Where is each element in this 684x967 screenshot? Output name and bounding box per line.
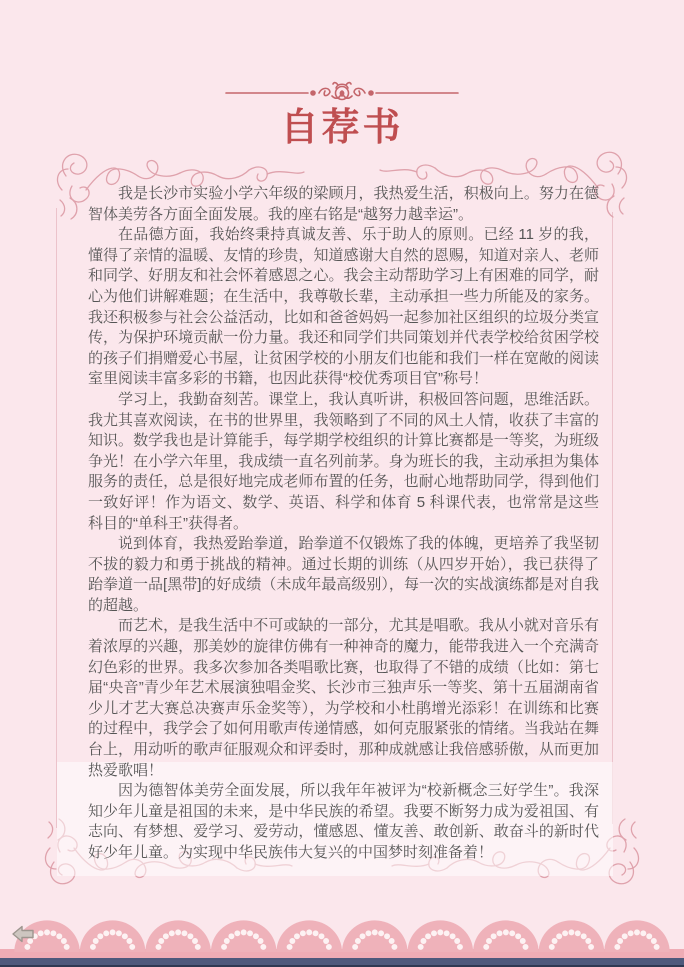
paragraph-morality: 在品德方面，我始终秉持真诚友善、乐于助人的原则。已经 11 岁的我，懂得了亲情的温暖、友情的珍贵，知道感谢大自然的恩赐，知道对亲人、老师和同学、好朋友和社会怀着感恩之心。我会主动帮助学习上有困难的同学，耐心为他们讲解难题；在生活中，我尊敬长辈，主动承担一些力所能及的家务。我还积极参与社会公益活动，比如和爸爸妈妈一起参加社区组织的垃圾分类宣传，为保护环境贡献一份力量。我还和同学们共同策划并代表学校给贫困学校的孩子们捐赠爱心书屋，让贫困学校的小朋友们也能和我们一样在宽敞的阅读室里阅读丰富多彩的书籍，也因此获得“校优秀项目官”称号！	[88, 226, 599, 388]
letter-body	[88, 184, 599, 864]
page-title: 自荐书	[280, 107, 404, 149]
back-arrow-icon[interactable]	[10, 922, 36, 946]
paragraph-conclusion: 因为德智体美劳全面发展，所以我年年被评为“校新概念三好学生”。我深知少年儿童是祖国的未来，是中华民族的希望。我要不断努力成为爱祖国、有志向、有梦想、爱学习、爱劳动，懂感恩、懂友善、敢创新、敢奋斗的新时代好少年儿童。为实现中华民族伟大复兴的中国梦时刻准备着！	[88, 782, 599, 861]
bottom-bar	[0, 958, 684, 965]
scallop-border	[0, 906, 684, 952]
paragraph-study: 学习上，我勤奋刻苦。课堂上，我认真听讲，积极回答问题，思维活跃。我尤其喜欢阅读，在书的世界里，我领略到了不同的风土人情，收获了丰富的知识。数学我也是计算能手，每学期学校组织的计算比赛都是一等奖，为班级争光！在小学六年里，我成绩一直名列前茅。身为班长的我，主动承担为集体服务的责任，总是很好地完成老师布置的任务，也耐心地帮助同学，得到他们一致好评！作为语文、数学、英语、科学和体育 5 科课代表，也常常是这些科目的“单科王”获得者。	[88, 390, 599, 532]
paragraph-art: 而艺术，是我生活中不可或缺的一部分，尤其是唱歌。我从小就对音乐有着浓厚的兴趣，那美妙的旋律仿佛有一种神奇的魔力，能带我进入一个充满奇幻色彩的世界。我多次参加各类唱歌比赛，也取得了不错的成绩（比如：第七届“央音”青少年艺术展演独唱金奖、长沙市三独声乐一等奖、第十五届湖南省少儿才艺大赛总决赛声乐金奖等），为学校和小杜鹃增光添彩！在训练和比赛的过程中，我学会了如何用歌声传递情感，如何克服紧张的情绪。当我站在舞台上，用动听的歌声征服观众和评委时，那种成就感让我倍感骄傲，从而更加热爱歌唱！	[88, 617, 599, 779]
paragraph-sports: 说到体育，我热爱跆拳道，跆拳道不仅锻炼了我的体魄，更培养了我坚韧不拔的毅力和勇于挑战的精神。通过长期的训练（从四岁开始），我已获得了跆拳道一品[黑带]的好成绩（未成年最高级别），每一次的实战演练都是对自我的超越。	[88, 535, 599, 614]
frame-line-right	[612, 212, 613, 824]
frame-line-left	[56, 208, 57, 828]
paragraph-intro: 我是长沙市实验小学六年级的梁顾月，我热爱生活，积极向上。努力在德智体美劳各方面全面发展。我的座右铭是“越努力越幸运”。	[88, 185, 599, 223]
